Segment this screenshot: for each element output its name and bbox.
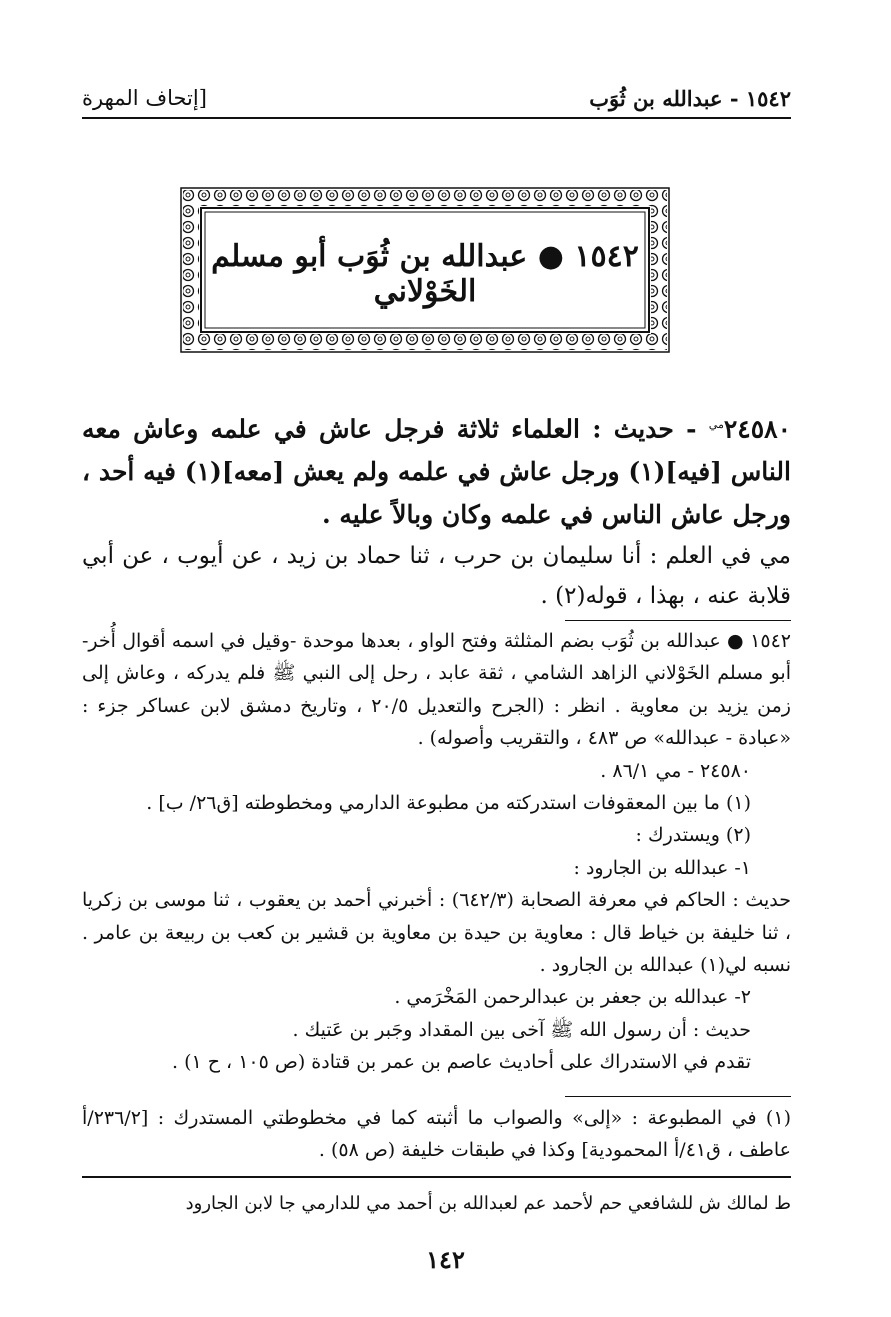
- header-entry-title: ١٥٤٢ - عبدالله بن ثُوَب: [589, 86, 791, 111]
- note-entry: حديث : الحاكم في معرفة الصحابة (٦٤٢/٣) : أخبرني أحمد بن يعقوب ، ثنا موسى بن زكريا ، ثنا خليفة بن خياط قال : معاوية بن حيدة بن معاوية بن قشير بن كعب بن ربيعة بن عامر . نسبه لي(١) عبدالله بن الجارود .: [82, 889, 791, 977]
- page-number: ١٤٢: [426, 1245, 465, 1274]
- abbreviations-rule: [82, 1176, 791, 1178]
- notes-separator: [565, 620, 791, 621]
- footnote: [82, 1102, 791, 1166]
- abbreviations-key: ط لمالك ش للشافعي حم لأحمد عم لعبدالله بن أحمد مي للدارمي جا لابن الجارود: [185, 1193, 791, 1214]
- hadith-text: [82, 403, 791, 536]
- hadith-body: - حديث : العلماء ثلاثة فرجل عاش في علمه وعاش معه الناس [فيه](١) ورجل عاش في علمه ولم يعش [معه](١) فيه أحد ، ورجل عاش الناس في علمه وكان وبالاً عليه .: [82, 414, 791, 530]
- note-entry: ٢- عبدالله بن جعفر بن عبدالرحمن المَخْرَمي .: [394, 986, 751, 1009]
- header-rule: [82, 117, 791, 119]
- note-entry: (٢) ويستدرك :: [635, 824, 751, 847]
- chapter-title-frame: [180, 187, 670, 353]
- footnote-separator: [565, 1096, 791, 1097]
- note-entry: ١- عبدالله بن الجارود :: [573, 856, 751, 879]
- hadith-number: ٢٤٥٨٠: [723, 414, 791, 444]
- note-entry: حديث : أن رسول الله ﷺ آخى بين المقداد وجَبر بن عَتيك .: [292, 1018, 751, 1041]
- note-entry: ٢٤٥٨٠ - مي ٨٦/١ .: [600, 759, 751, 782]
- footnote-text: (١) في المطبوعة : «إلى» والصواب ما أثبته كما في مخطوطتي المستدرك : [٢٣٦/٢/أ عاطف ، ق٤١/أ المحمودية] وكذا في طبقات خليفة (ص ٥٨) .: [82, 1107, 791, 1161]
- note-entry: (١) ما بين المعقوفات استدركته من مطبوعة الدارمي ومخطوطته [ق٢٦/ ب] .: [146, 792, 751, 815]
- note-entry: تقدم في الاستدراك على أحاديث عاصم بن عمر بن قتادة (ص ١٠٥ ، ح ١) .: [171, 1051, 751, 1074]
- header-book-title: [إتحاف المهرة: [82, 86, 207, 110]
- note-entry: ١٥٤٢ ● عبدالله بن ثُوَب بضم المثلثة وفتح الواو ، بعدها موحدة -وقيل في اسمه أقوال أُخر- أبو مسلم الخَوْلاني الزاهد الشامي ، ثقة عابد ، رحل إلى النبي ﷺ فلم يدركه ، وعاش إلى زمن يزيد بن معاوية . انظر : (الجرح والتعديل ٢٠/٥ ، وتاريخ دمشق لابن عساكر جزء : «عبادة - عبدالله» ص ٤٨٣ ، والتقريب وأصوله) .: [82, 630, 791, 750]
- hadith-siglum: مي: [708, 418, 724, 431]
- running-header: [82, 80, 791, 120]
- hadith-isnad: مي في العلم : أنا سليمان بن حرب ، ثنا حماد بن زيد ، عن أيوب ، عن أبي قلابة عنه ، بهذا ، قوله(٢) .: [82, 543, 791, 609]
- notes-section: [82, 625, 791, 1079]
- chapter-title: ١٥٤٢ ● عبدالله بن ثُوَب أبو مسلم الخَوْلاني: [211, 239, 639, 309]
